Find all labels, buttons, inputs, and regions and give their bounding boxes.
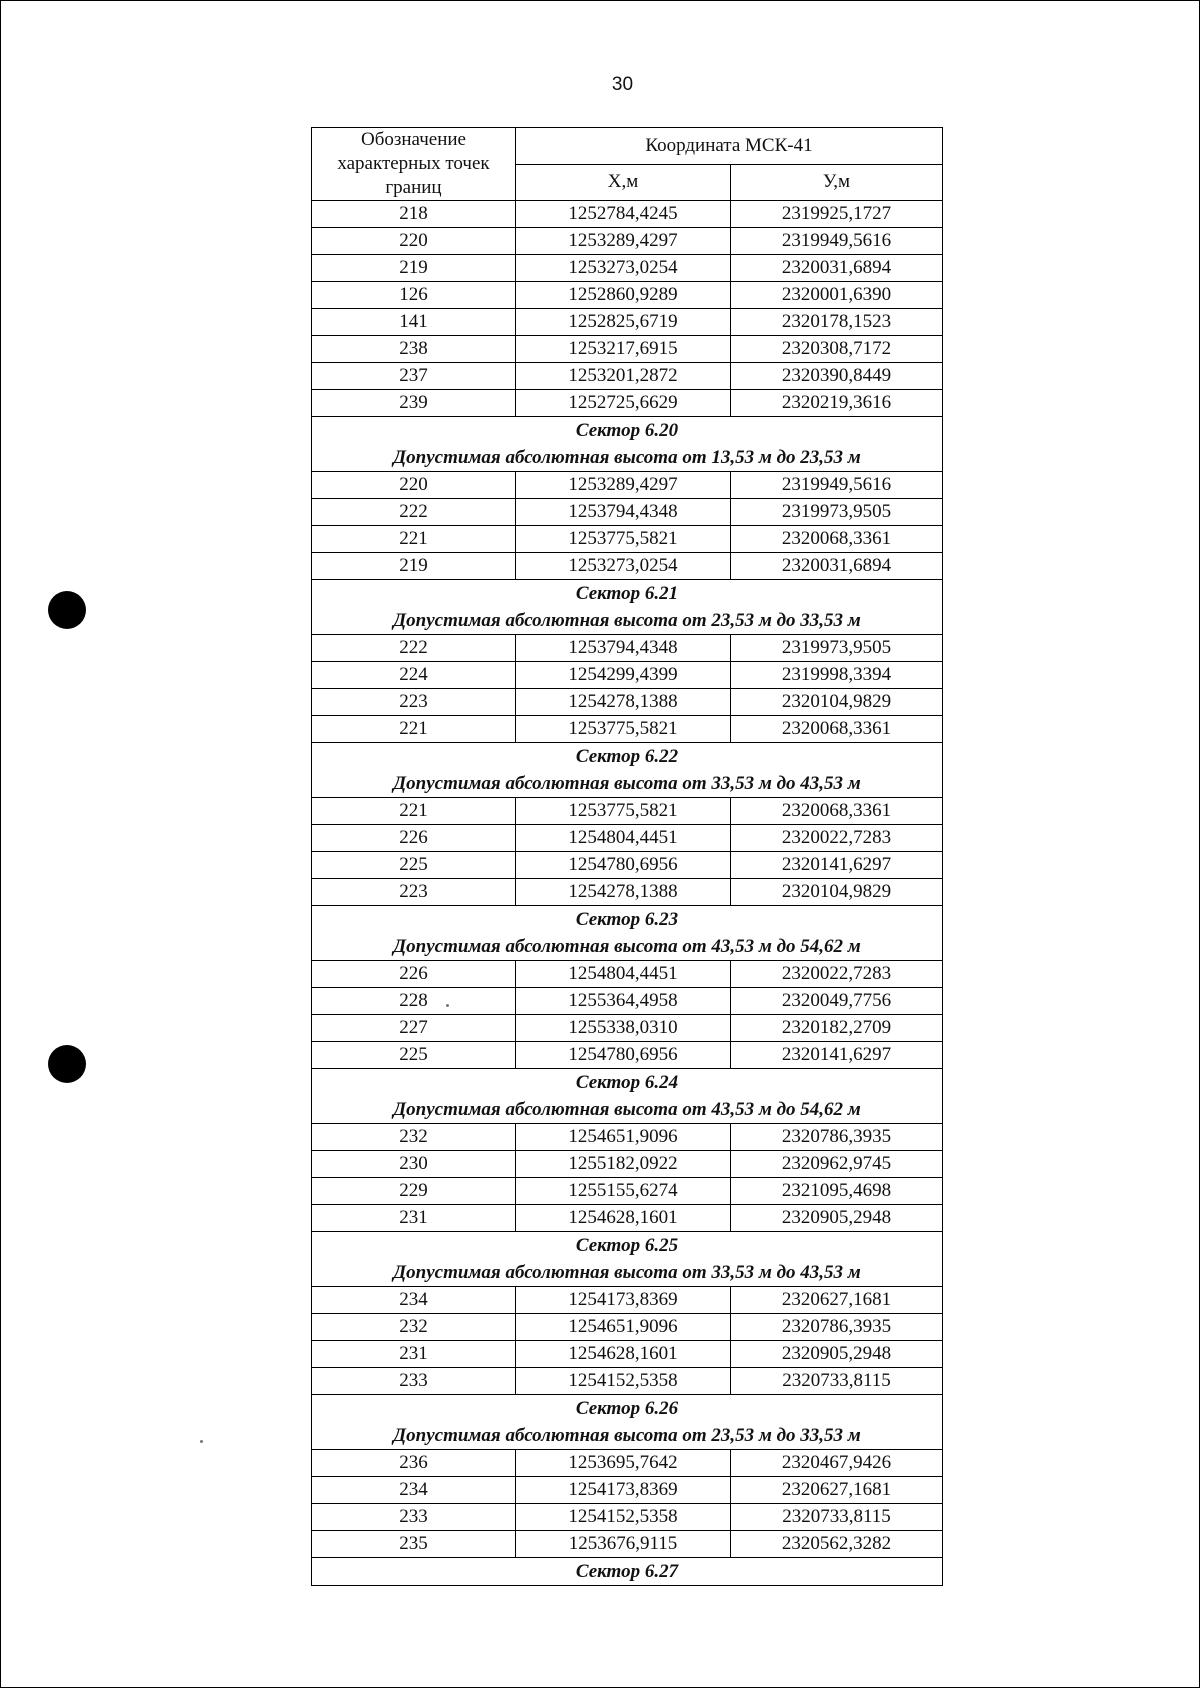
page-number: 30 [611,74,634,95]
x-coordinate-cell: 1253201,2872 [516,363,731,390]
point-id-cell: 236 [312,1450,516,1477]
point-id-cell: 126 [312,282,516,309]
sector-height-limit-row [312,607,943,635]
x-coordinate-cell: 1254651,9096 [516,1314,731,1341]
x-coordinate-cell: 1255155,6274 [516,1178,731,1205]
point-id-cell: 223 [312,689,516,716]
x-coordinate-cell: 1254299,4399 [516,662,731,689]
point-id-cell: 231 [312,1341,516,1368]
table-row [312,1124,943,1151]
table-row [312,526,943,553]
y-coordinate-cell: 2320562,3282 [731,1531,943,1558]
sector-height-limit-row [312,1259,943,1287]
x-coordinate-cell: 1254152,5358 [516,1504,731,1531]
x-coordinate-cell: 1253794,4348 [516,499,731,526]
table-row [312,553,943,580]
sector-title: Сектор 6.26 [312,1395,943,1423]
point-id-cell: 222 [312,635,516,662]
point-id-cell: 221 [312,526,516,553]
scan-speck [200,1440,203,1443]
table-body [312,201,943,1586]
y-coordinate-cell: 2320104,9829 [731,689,943,716]
table-row [312,879,943,906]
x-coordinate-cell: 1254628,1601 [516,1341,731,1368]
table-row [312,1341,943,1368]
sector-title-row [312,1395,943,1423]
table-row [312,689,943,716]
point-id-cell: 226 [312,825,516,852]
y-coordinate-cell: 2320733,8115 [731,1368,943,1395]
point-id-cell: 233 [312,1504,516,1531]
sector-title-row [312,1558,943,1586]
sector-height-limit: Допустимая абсолютная высота от 23,53 м до 33,53 м [312,1422,943,1450]
y-coordinate-cell: 2319949,5616 [731,472,943,499]
sector-title-row [312,743,943,771]
x-coordinate-cell: 1252784,4245 [516,201,731,228]
point-id-cell: 220 [312,472,516,499]
x-coordinate-cell: 1253775,5821 [516,526,731,553]
point-id-cell: 223 [312,879,516,906]
x-coordinate-cell: 1253775,5821 [516,716,731,743]
y-coordinate-cell: 2319998,3394 [731,662,943,689]
point-id-cell: 224 [312,662,516,689]
sector-title: Сектор 6.20 [312,417,943,445]
x-coordinate-cell: 1252825,6719 [516,309,731,336]
table-row [312,1477,943,1504]
y-coordinate-cell: 2320390,8449 [731,363,943,390]
punch-hole-mark [48,591,86,629]
point-id-cell: 234 [312,1287,516,1314]
sector-height-limit: Допустимая абсолютная высота от 33,53 м до 43,53 м [312,1259,943,1287]
table-row [312,635,943,662]
sector-height-limit: Допустимая абсолютная высота от 13,53 м до 23,53 м [312,444,943,472]
point-id-cell: 225 [312,852,516,879]
x-coordinate-cell: 1253775,5821 [516,798,731,825]
sector-title: Сектор 6.27 [312,1558,943,1586]
y-coordinate-cell: 2320219,3616 [731,390,943,417]
y-coordinate-cell: 2320627,1681 [731,1477,943,1504]
sector-height-limit: Допустимая абсолютная высота от 43,53 м до 54,62 м [312,933,943,961]
point-id-cell: 226 [312,961,516,988]
sector-title-row [312,1069,943,1097]
table-row [312,201,943,228]
point-id-cell: 219 [312,553,516,580]
sector-height-limit: Допустимая абсолютная высота от 43,53 м до 54,62 м [312,1096,943,1124]
y-coordinate-cell: 2319925,1727 [731,201,943,228]
point-id-cell: 220 [312,228,516,255]
y-coordinate-cell: 2320068,3361 [731,798,943,825]
y-coordinate-cell: 2320627,1681 [731,1287,943,1314]
y-coordinate-cell: 2320141,6297 [731,1042,943,1069]
x-coordinate-cell: 1254278,1388 [516,689,731,716]
point-id-cell: 230 [312,1151,516,1178]
x-coordinate-cell: 1252860,9289 [516,282,731,309]
table-row [312,1368,943,1395]
sector-title-row [312,580,943,608]
sector-height-limit-row [312,1422,943,1450]
sector-height-limit-row [312,933,943,961]
table-row [312,1314,943,1341]
x-coordinate-cell: 1254173,8369 [516,1477,731,1504]
y-coordinate-cell: 2320141,6297 [731,852,943,879]
y-coordinate-cell: 2320001,6390 [731,282,943,309]
point-id-cell: 232 [312,1314,516,1341]
point-id-cell: 235 [312,1531,516,1558]
point-id-cell: 234 [312,1477,516,1504]
y-coordinate-cell: 2320467,9426 [731,1450,943,1477]
y-coordinate-cell: 2320104,9829 [731,879,943,906]
table-row [312,390,943,417]
table-row [312,499,943,526]
y-coordinate-cell: 2320022,7283 [731,825,943,852]
sector-title-row [312,906,943,934]
sector-height-limit: Допустимая абсолютная высота от 23,53 м до 33,53 м [312,607,943,635]
sector-title: Сектор 6.21 [312,580,943,608]
sector-height-limit: Допустимая абсолютная высота от 33,53 м до 43,53 м [312,770,943,798]
point-id-cell: 237 [312,363,516,390]
table-row [312,961,943,988]
x-coordinate-cell: 1253273,0254 [516,553,731,580]
x-coordinate-cell: 1254651,9096 [516,1124,731,1151]
table-row [312,825,943,852]
x-column-header: Х,м [516,164,731,201]
table-row [312,1531,943,1558]
y-coordinate-cell: 2320031,6894 [731,553,943,580]
coordinate-system-header: Координата МСК-41 [516,128,943,165]
point-id-cell: 225 [312,1042,516,1069]
y-coordinate-cell: 2320962,9745 [731,1151,943,1178]
y-coordinate-cell: 2320178,1523 [731,309,943,336]
y-column-header: У,м [731,164,943,201]
table-row [312,1178,943,1205]
point-id-cell: 219 [312,255,516,282]
point-id-header: Обозначение характерных точек границ [312,128,516,201]
y-coordinate-cell: 2319949,5616 [731,228,943,255]
x-coordinate-cell: 1254628,1601 [516,1205,731,1232]
table-row [312,228,943,255]
x-coordinate-cell: 1254780,6956 [516,852,731,879]
x-coordinate-cell: 1253676,9115 [516,1531,731,1558]
x-coordinate-cell: 1254278,1388 [516,879,731,906]
y-coordinate-cell: 2320068,3361 [731,526,943,553]
table-row [312,1450,943,1477]
table-row [312,282,943,309]
x-coordinate-cell: 1252725,6629 [516,390,731,417]
sector-title-row [312,417,943,445]
point-id-cell: 218 [312,201,516,228]
y-coordinate-cell: 2321095,4698 [731,1178,943,1205]
y-coordinate-cell: 2320308,7172 [731,336,943,363]
x-coordinate-cell: 1253289,4297 [516,228,731,255]
table-row [312,852,943,879]
table-row [312,363,943,390]
table-row [312,472,943,499]
table-row [312,798,943,825]
table-row [312,1205,943,1232]
y-coordinate-cell: 2320905,2948 [731,1205,943,1232]
point-id-cell: 229 [312,1178,516,1205]
x-coordinate-cell: 1254152,5358 [516,1368,731,1395]
point-id-cell: 221 [312,716,516,743]
table-row [312,1151,943,1178]
table-row [312,309,943,336]
y-coordinate-cell: 2320786,3935 [731,1124,943,1151]
y-coordinate-cell: 2320022,7283 [731,961,943,988]
table-header [312,128,943,201]
x-coordinate-cell: 1253794,4348 [516,635,731,662]
y-coordinate-cell: 2319973,9505 [731,635,943,662]
y-coordinate-cell: 2320049,7756 [731,988,943,1015]
punch-hole-mark [48,1045,86,1083]
table-row [312,1287,943,1314]
sector-title-row [312,1232,943,1260]
table-row [312,662,943,689]
point-id-cell: 239 [312,390,516,417]
y-coordinate-cell: 2320733,8115 [731,1504,943,1531]
table-row [312,716,943,743]
y-coordinate-cell: 2320905,2948 [731,1341,943,1368]
x-coordinate-cell: 1255364,4958 [516,988,731,1015]
x-coordinate-cell: 1254804,4451 [516,825,731,852]
table-row [312,988,943,1015]
point-id-cell: 221 [312,798,516,825]
x-coordinate-cell: 1255182,0922 [516,1151,731,1178]
x-coordinate-cell: 1254173,8369 [516,1287,731,1314]
point-id-cell: 238 [312,336,516,363]
x-coordinate-cell: 1253289,4297 [516,472,731,499]
x-coordinate-cell: 1255338,0310 [516,1015,731,1042]
sector-title: Сектор 6.22 [312,743,943,771]
sector-height-limit-row [312,444,943,472]
y-coordinate-cell: 2320786,3935 [731,1314,943,1341]
y-coordinate-cell: 2320031,6894 [731,255,943,282]
sector-title: Сектор 6.24 [312,1069,943,1097]
point-id-cell: 222 [312,499,516,526]
point-id-cell: 233 [312,1368,516,1395]
x-coordinate-cell: 1254780,6956 [516,1042,731,1069]
point-id-cell: 232 [312,1124,516,1151]
x-coordinate-cell: 1254804,4451 [516,961,731,988]
x-coordinate-cell: 1253217,6915 [516,336,731,363]
coordinates-table [311,127,943,1586]
sector-title: Сектор 6.23 [312,906,943,934]
table-row [312,1042,943,1069]
table-row [312,255,943,282]
sector-height-limit-row [312,770,943,798]
table-row [312,1015,943,1042]
x-coordinate-cell: 1253273,0254 [516,255,731,282]
point-id-cell: 231 [312,1205,516,1232]
table-row [312,336,943,363]
sector-height-limit-row [312,1096,943,1124]
point-id-cell: 141 [312,309,516,336]
table-row [312,1504,943,1531]
point-id-cell: 227 [312,1015,516,1042]
x-coordinate-cell: 1253695,7642 [516,1450,731,1477]
sector-title: Сектор 6.25 [312,1232,943,1260]
y-coordinate-cell: 2320182,2709 [731,1015,943,1042]
y-coordinate-cell: 2319973,9505 [731,499,943,526]
y-coordinate-cell: 2320068,3361 [731,716,943,743]
point-id-cell: 228 [312,988,516,1015]
